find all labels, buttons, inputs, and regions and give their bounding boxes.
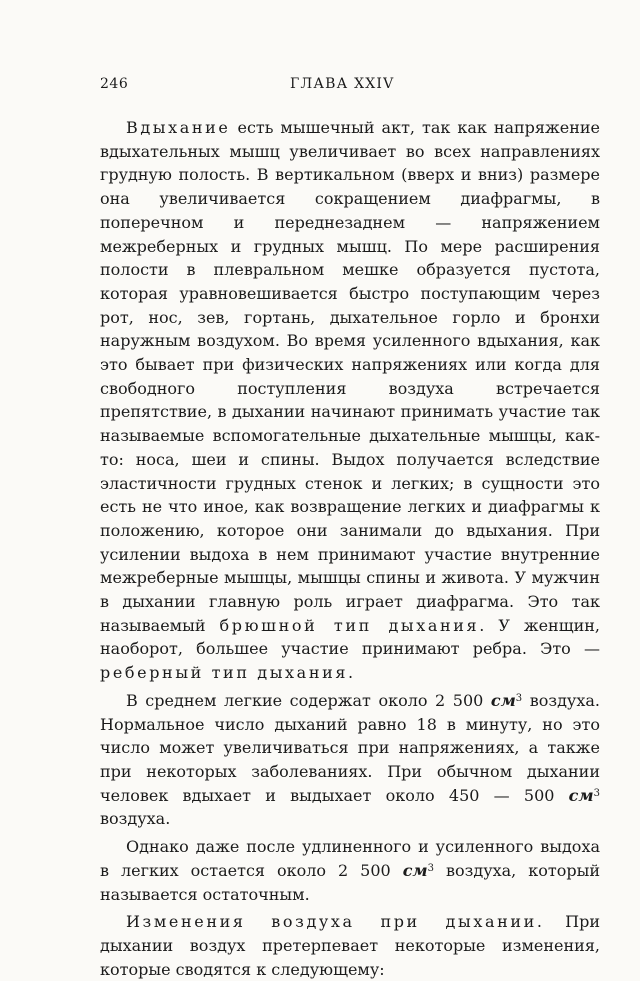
running-head <box>100 76 600 98</box>
chapter-title: ГЛАВА XXIV <box>290 76 395 92</box>
page-number: 246 <box>100 76 129 92</box>
unit-cm: см <box>568 785 594 805</box>
body-text <box>100 116 600 981</box>
paragraph-text: воздуха. Нормальное число дыханий равно 18 в минуту, но это число может увеличиваться при напряжениях, а также при некоторых заболеваниях. При обычном дыхании человек вдыхает и выдыхает около 450 — 500 <box>100 690 600 805</box>
paragraph-lung-volume <box>100 689 600 831</box>
paragraph-air-changes <box>100 910 600 981</box>
term-inhalation: Вдыхание <box>126 118 231 137</box>
paragraph-text: Однако даже после удлиненного и усиленного выдоха в легких остается около 2 500 <box>100 837 600 880</box>
unit-exponent: 3 <box>427 862 435 874</box>
term-air-changes: Изменения воздуха при дыхании <box>126 912 537 932</box>
paragraph-inhalation <box>100 116 600 685</box>
paragraph-text: . У женщин, наоборот, большее участие принимают ребра. Это — <box>100 615 600 659</box>
paragraph-text: воздуха, который называется остаточным. <box>100 860 600 904</box>
paragraph-text: . При дыхании воздух претерпевает некоторые изменения, которые сводятся к следующему: <box>100 912 600 979</box>
unit-exponent: 3 <box>593 787 600 799</box>
paragraph-residual-air <box>100 835 600 906</box>
paragraph-text: есть мышечный акт, так как напряжение вдыхательных мышц увеличивает во всех направлениях грудную полость. В вертикальном (вверх и вниз) размере она увеличивается сокращением диафрагмы, в поперечном и переднезаднем — напряжением межреберных и грудных мышц. По мере расширения полости в плевральном мешке образуется пустота, которая уравновешивается быстро поступающим через рот, нос, зев, гортань, дыхательное горло и бронхи наружным воздухом. Во время усиленного вдыхания, как это бывает при физических напряжениях или когда для свободного поступления воздуха встречается препятствие, в дыхании начинают принимать участие так называемые вспомогательные дыхательные мышцы, как-то: носа, шеи и спины. Выдох получается вследствие эластичности грудных стенок и легких; в сущности это есть не что иное, как возвращение легких и диафрагмы к положению, которое они занимали до вдыхания. При усилении выдоха в нем принимают участие внутренние межреберные мышцы, мышцы спины и живота. У мужчин в дыхании главную роль играет диафрагма. Это так называемый <box>100 118 600 635</box>
term-costal-breathing: реберный тип дыхания <box>100 663 349 683</box>
unit-cm: см <box>490 690 516 710</box>
paragraph-text: воздуха. <box>100 809 171 829</box>
unit-cm: см <box>402 860 428 880</box>
paragraph-text: В среднем легкие содержат около 2 500 <box>126 690 491 710</box>
unit-exponent: 3 <box>515 692 523 704</box>
paragraph-text: . <box>348 663 354 683</box>
term-abdominal-breathing: брюшной тип дыхания <box>219 615 480 635</box>
